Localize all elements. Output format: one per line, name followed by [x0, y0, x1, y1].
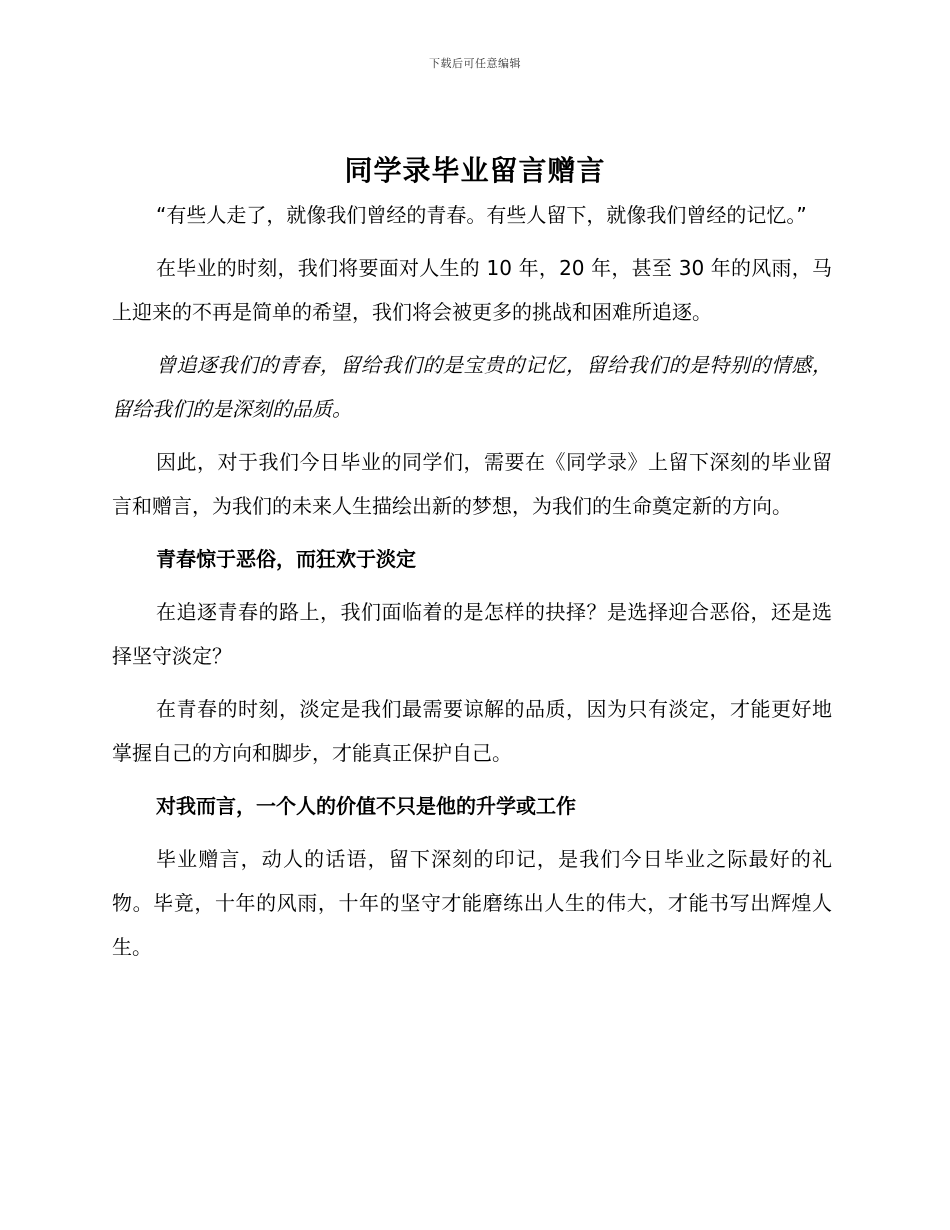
document-title: 同学录毕业留言赠言 — [344, 154, 606, 187]
youth-memory-paragraph: 曾追逐我们的青春，留给我们的是宝贵的记忆，留给我们的是特别的情感，留给我们的是深刻的品质。 — [112, 353, 832, 421]
intro-quote-paragraph: “有些人走了，就像我们曾经的青春。有些人留下，就像我们曾经的记忆。” — [156, 203, 807, 227]
farewell-gift-paragraph: 毕业赠言，动人的话语，留下深刻的印记，是我们今日毕业之际最好的礼物。毕竟，十年的风雨，十年的坚守才能磨练出人生的伟大，才能书写出辉煌人生。 — [112, 847, 832, 959]
section-heading-value: 对我而言，一个人的价值不只是他的升学或工作 — [156, 794, 576, 818]
document-body — [112, 193, 832, 978]
graduation-moment-paragraph: 在毕业的时刻，我们将要面对人生的 10 年，20 年，甚至 30 年的风雨，马上迎来的不再是简单的希望，我们将会被更多的挑战和困难所追逐。 — [112, 256, 832, 324]
yearbook-message-paragraph: 因此，对于我们今日毕业的同学们，需要在《同学录》上留下深刻的毕业留言和赠言，为我们的未来人生描绘出新的梦想，为我们的生命奠定新的方向。 — [112, 450, 832, 518]
header-note: 下载后可任意编辑 — [429, 57, 521, 70]
section-heading-youth: 青春惊于恶俗，而狂欢于淡定 — [156, 547, 416, 571]
calmness-paragraph: 在青春的时刻，淡定是我们最需要谅解的品质，因为只有淡定，才能更好地掌握自己的方向和脚步，才能真正保护自己。 — [112, 697, 832, 765]
choice-paragraph: 在追逐青春的路上，我们面临着的是怎样的抉择？是选择迎合恶俗，还是选择坚守淡定？ — [112, 600, 832, 668]
